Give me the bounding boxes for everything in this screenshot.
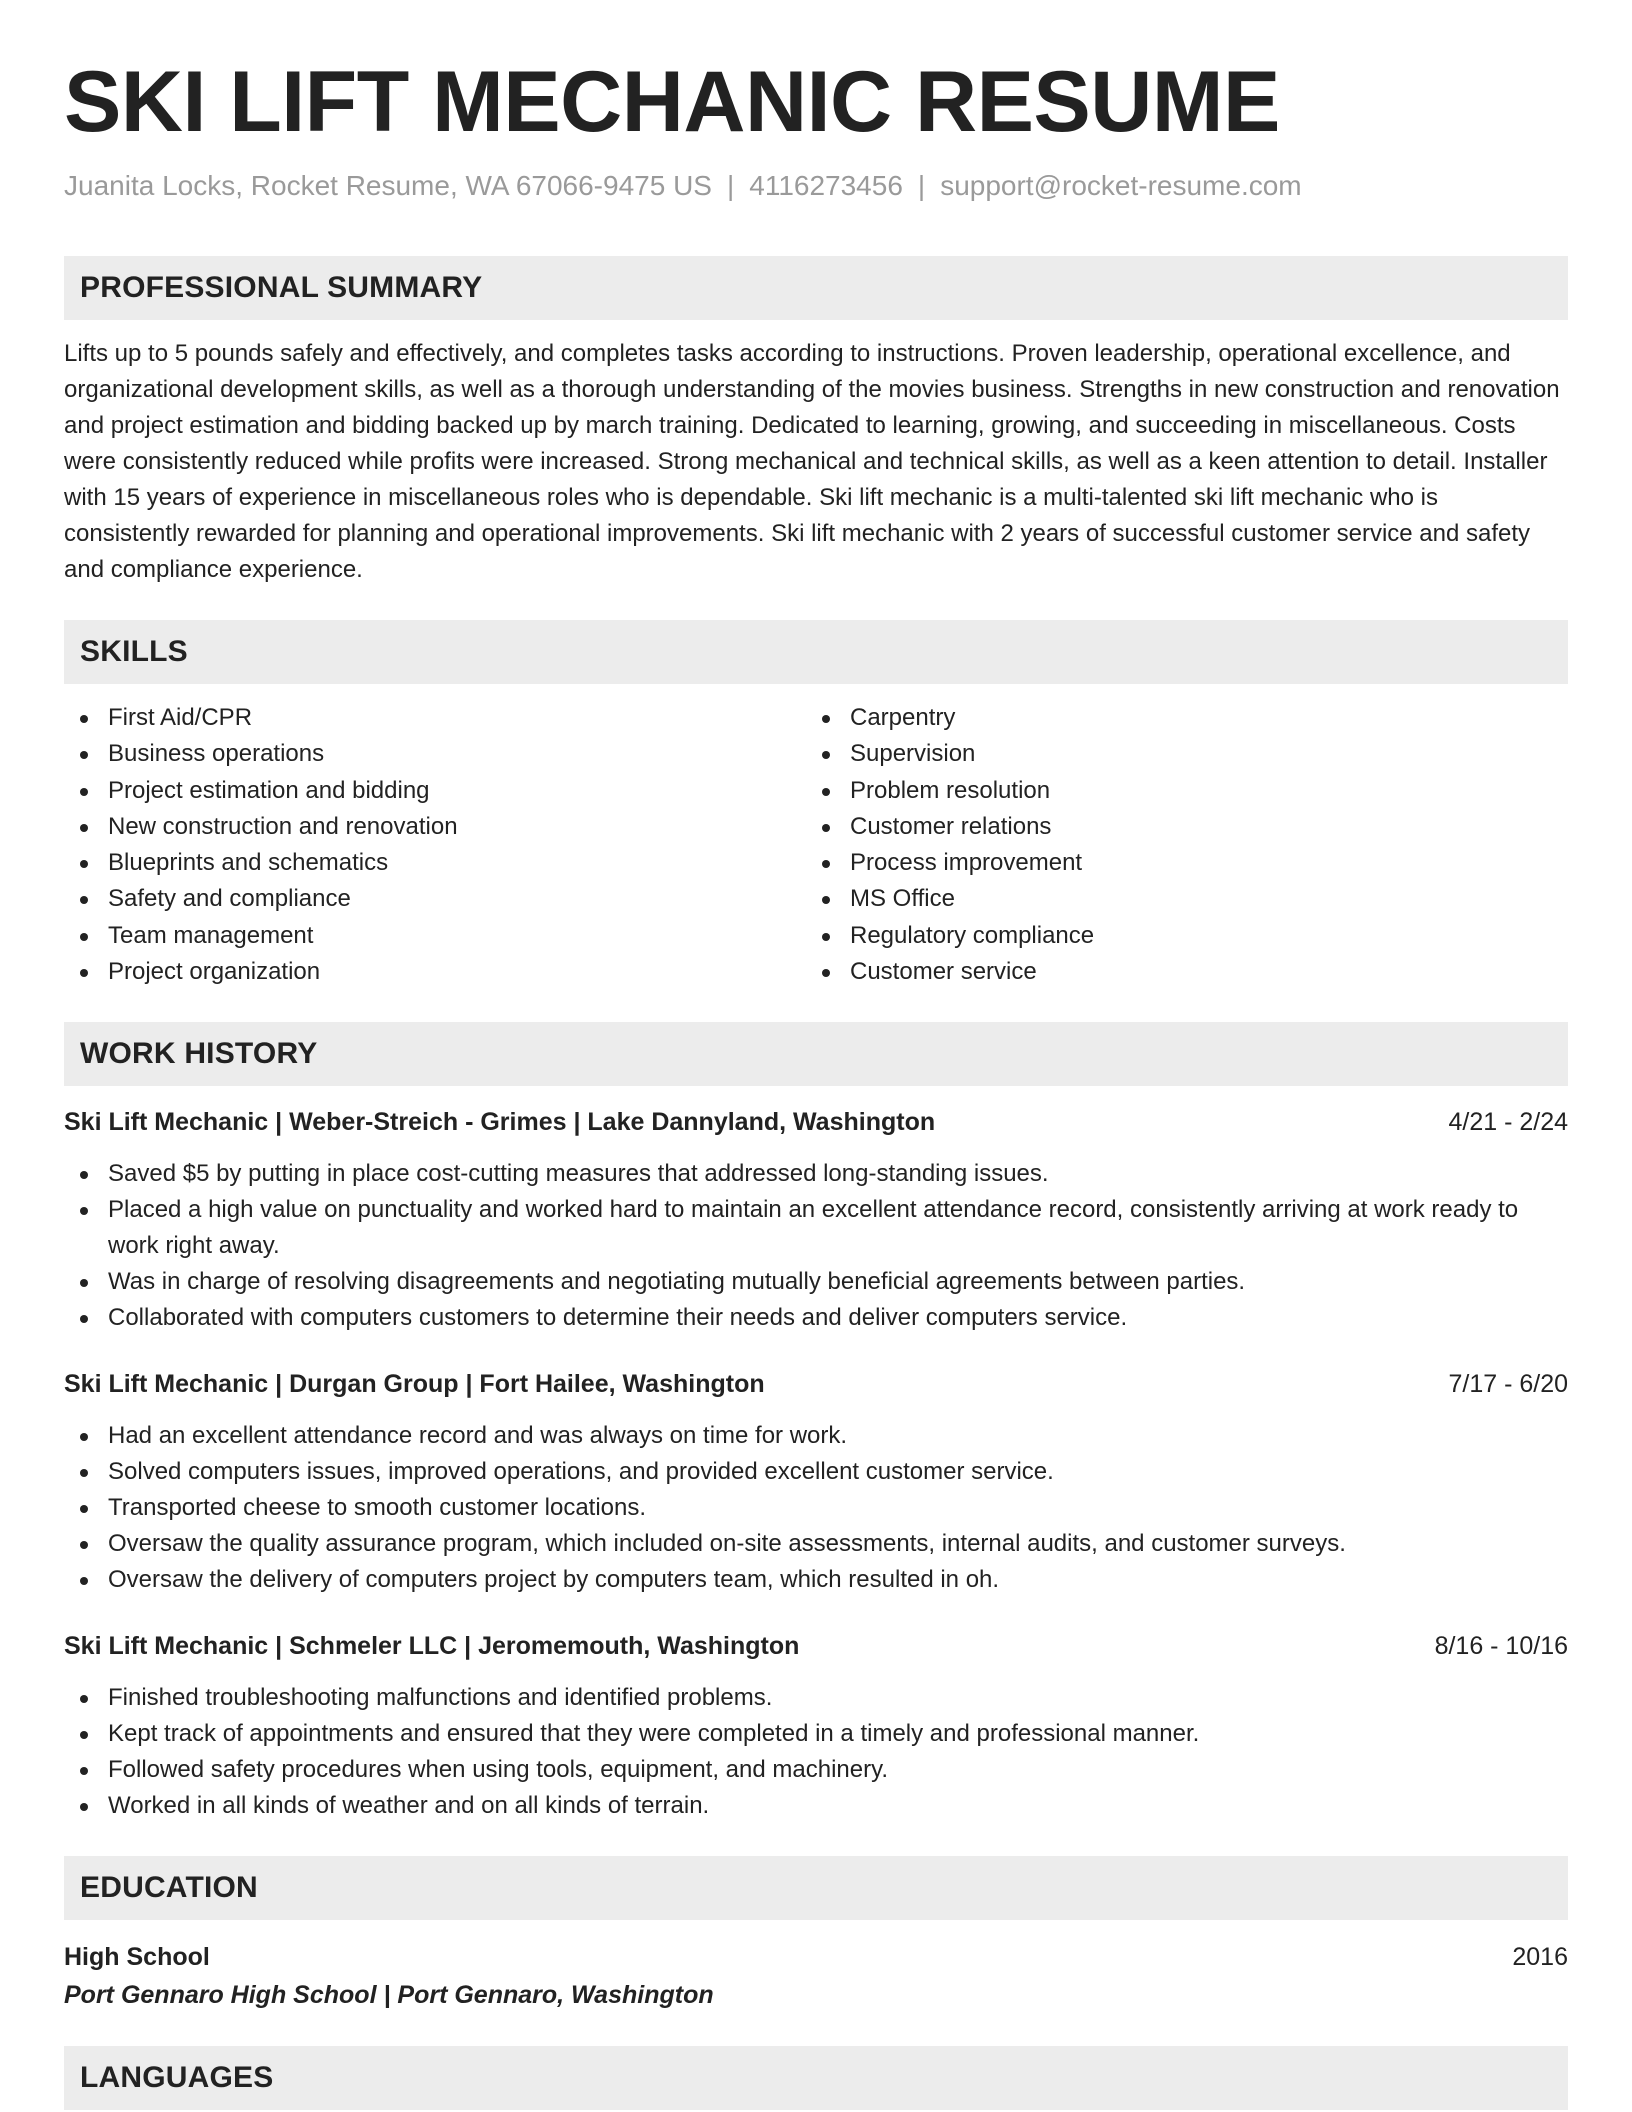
- summary-heading: PROFESSIONAL SUMMARY: [80, 271, 483, 304]
- contact-email[interactable]: support@rocket-resume.com: [940, 170, 1302, 201]
- skill-item: Customer service: [806, 954, 1548, 990]
- skill-item: Supervision: [806, 736, 1548, 772]
- skill-item: Project estimation and bidding: [64, 773, 806, 809]
- skills-section-header: [64, 620, 1568, 684]
- contact-line: [64, 168, 1568, 204]
- skill-item: Carpentry: [806, 700, 1548, 736]
- skill-item: Customer relations: [806, 809, 1548, 845]
- job-bullet: Followed safety procedures when using tools, equipment, and machinery.: [64, 1752, 1568, 1788]
- job-bullet: Collaborated with computers customers to determine their needs and deliver computers service.: [64, 1300, 1568, 1336]
- job-dates: 4/21 - 2/24: [1448, 1108, 1568, 1137]
- skill-item: New construction and renovation: [64, 809, 806, 845]
- education-entry: [64, 1938, 1568, 2014]
- job-bullet: Placed a high value on punctuality and worked hard to maintain an excellent attendance record, consistently arriving at work ready to work right away.: [64, 1192, 1568, 1264]
- skill-item: First Aid/CPR: [64, 700, 806, 736]
- contact-phone: 4116273456: [749, 170, 903, 201]
- contact-separator: |: [726, 170, 735, 201]
- education-header: [64, 1938, 1568, 1976]
- education-degree: High School: [64, 1943, 210, 1972]
- skill-item: Problem resolution: [806, 773, 1548, 809]
- job-header: [64, 1628, 1568, 1664]
- languages-heading: LANGUAGES: [80, 2061, 274, 2095]
- skill-item: Regulatory compliance: [806, 918, 1548, 954]
- skills-heading: SKILLS: [80, 635, 188, 668]
- education-year: 2016: [1512, 1943, 1568, 1972]
- job-dates: 8/16 - 10/16: [1434, 1632, 1568, 1661]
- job-header: [64, 1104, 1568, 1140]
- job-bullet: Worked in all kinds of weather and on all kinds of terrain.: [64, 1788, 1568, 1824]
- skills-list: [64, 700, 1568, 990]
- job-entry: [64, 1366, 1568, 1598]
- skill-item: MS Office: [806, 881, 1548, 917]
- resume-content: [64, 52, 1568, 2110]
- job-bullet: Oversaw the quality assurance program, which included on-site assessments, internal audits, and customer surveys.: [64, 1526, 1568, 1562]
- job-bullet: Had an excellent attendance record and was always on time for work.: [64, 1418, 1568, 1454]
- job-entry: [64, 1104, 1568, 1336]
- job-bullet: Oversaw the delivery of computers project by computers team, which resulted in oh.: [64, 1562, 1568, 1598]
- job-bullet: Transported cheese to smooth customer locations.: [64, 1490, 1568, 1526]
- job-bullets: [64, 1156, 1568, 1336]
- languages-section-header: [64, 2046, 1568, 2110]
- work-section-header: [64, 1022, 1568, 1086]
- skill-item: Blueprints and schematics: [64, 845, 806, 881]
- skill-item: Business operations: [64, 736, 806, 772]
- job-dates: 7/17 - 6/20: [1448, 1370, 1568, 1399]
- summary-section-header: [64, 256, 1568, 320]
- skill-item: Project organization: [64, 954, 806, 990]
- job-title: Ski Lift Mechanic | Weber-Streich - Grimes | Lake Dannyland, Washington: [64, 1108, 936, 1137]
- skill-item: Team management: [64, 918, 806, 954]
- education-heading: EDUCATION: [80, 1871, 258, 1905]
- skill-item: Process improvement: [806, 845, 1548, 881]
- job-bullet: Finished troubleshooting malfunctions and identified problems.: [64, 1680, 1568, 1716]
- skills-column-left: [64, 700, 806, 990]
- job-bullet: Solved computers issues, improved operations, and provided excellent customer service.: [64, 1454, 1568, 1490]
- contact-separator: |: [917, 170, 926, 201]
- education-school: Port Gennaro High School | Port Gennaro, Washington: [64, 1981, 714, 2010]
- job-bullets: [64, 1418, 1568, 1598]
- job-title: Ski Lift Mechanic | Durgan Group | Fort Hailee, Washington: [64, 1370, 765, 1399]
- job-bullet: Saved $5 by putting in place cost-cutting measures that addressed long-standing issues.: [64, 1156, 1568, 1192]
- job-bullets: [64, 1680, 1568, 1824]
- job-entry: [64, 1628, 1568, 1824]
- skills-column-right: [806, 700, 1548, 990]
- job-bullet: Was in charge of resolving disagreements and negotiating mutually beneficial agreements between parties.: [64, 1264, 1568, 1300]
- education-section-header: [64, 1856, 1568, 1920]
- skill-item: Safety and compliance: [64, 881, 806, 917]
- job-header: [64, 1366, 1568, 1402]
- contact-address: Juanita Locks, Rocket Resume, WA 67066-9475 US: [64, 170, 712, 201]
- summary-text: Lifts up to 5 pounds safely and effectively, and completes tasks according to instructions. Proven leadership, operational excellence, and organizational development skills, as well as a thorough understanding of the movies business. Strengths in new construction and renovation and project estimation and bidding backed up by march training. Dedicated to learning, growing, and succeeding in miscellaneous. Costs were consistently reduced while profits were increased. Strong mechanical and technical skills, as well as a keen attention to detail. Installer with 15 years of experience in miscellaneous roles who is dependable. Ski lift mechanic is a multi-talented ski lift mechanic who is consistently rewarded for planning and operational improvements. Ski lift mechanic with 2 years of successful customer service and safety and compliance experience.: [64, 340, 1560, 583]
- work-heading: WORK HISTORY: [80, 1037, 318, 1071]
- resume-title: SKI LIFT MECHANIC RESUME: [64, 54, 1280, 150]
- job-title: Ski Lift Mechanic | Schmeler LLC | Jeromemouth, Washington: [64, 1632, 800, 1661]
- job-bullet: Kept track of appointments and ensured that they were completed in a timely and professional manner.: [64, 1716, 1568, 1752]
